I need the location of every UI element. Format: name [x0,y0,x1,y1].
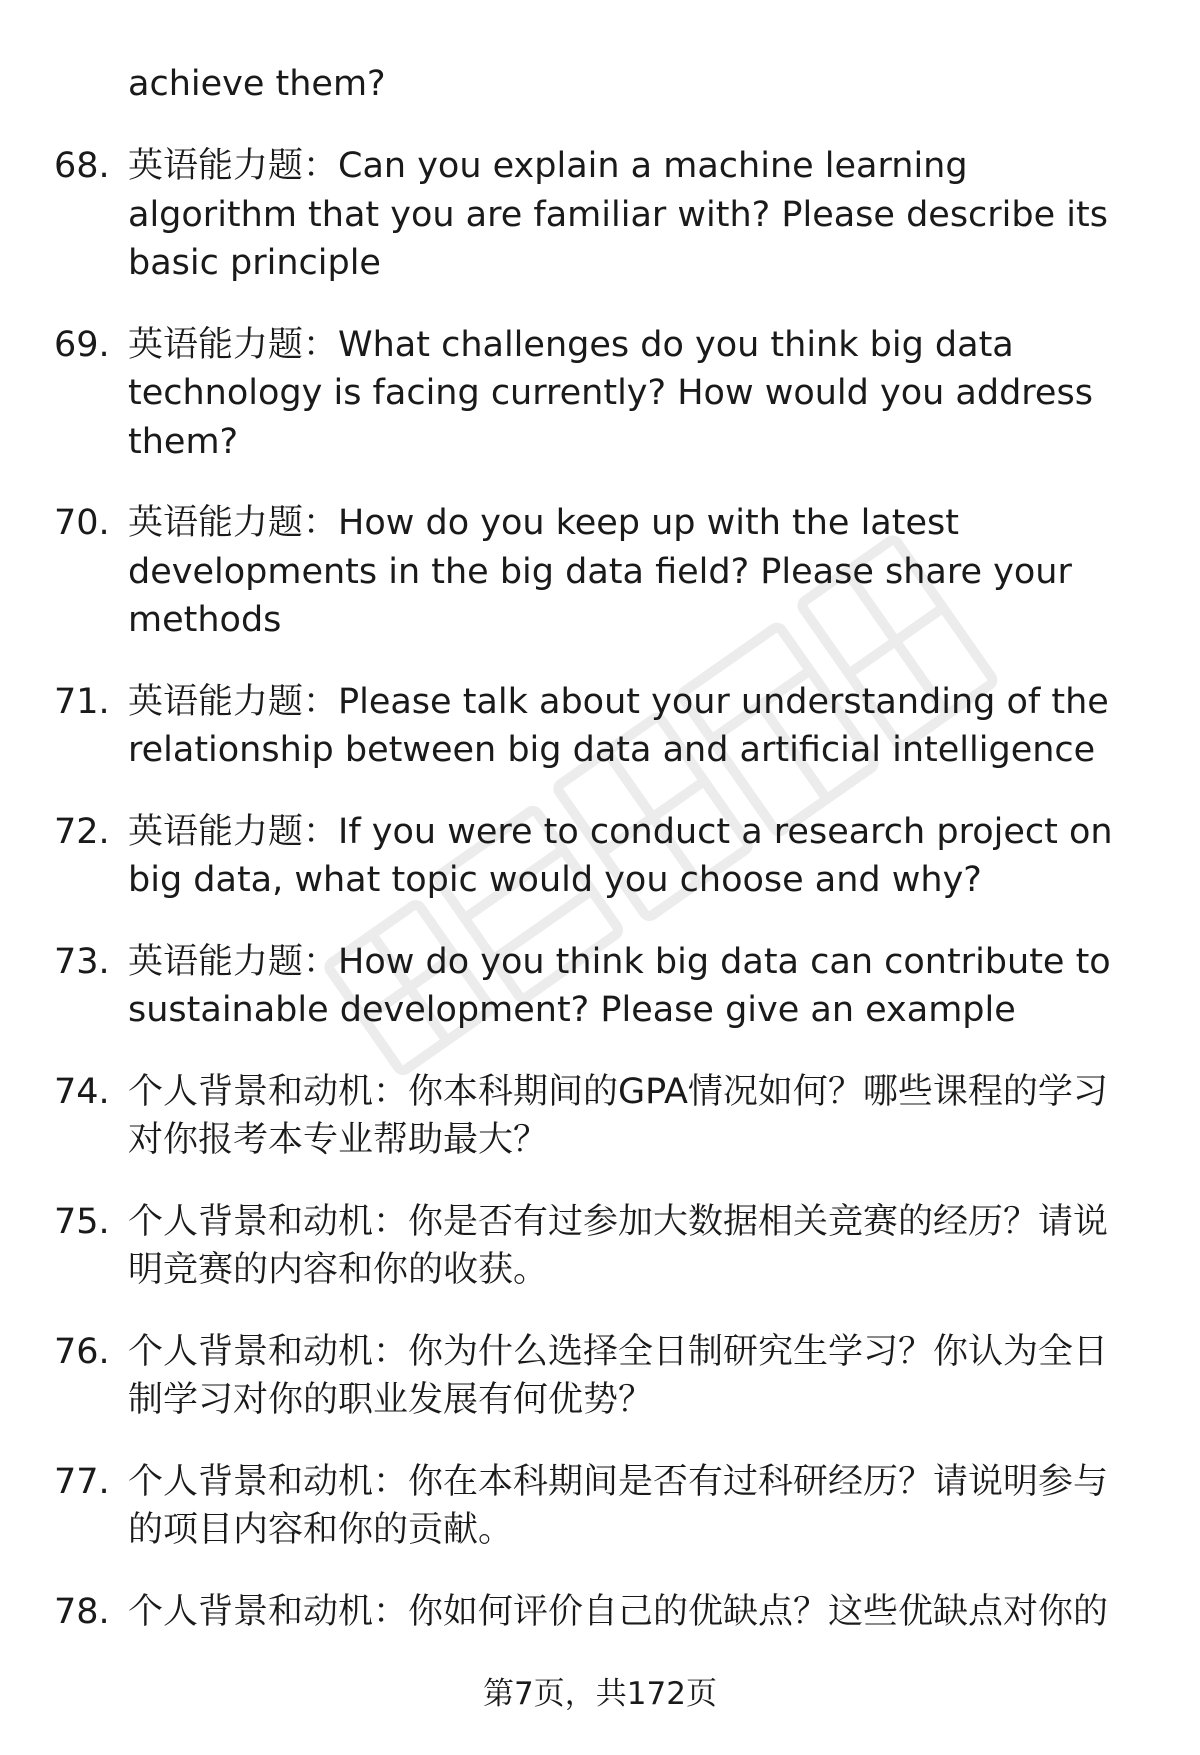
question-text: 个人背景和动机：你为什么选择全日制研究生学习？你认为全日制学习对你的职业发展有何优势？ [128,1331,1109,1420]
question-number: 74. [54,1071,110,1112]
question-number: 71. [54,681,110,722]
list-item [0,1068,1138,1165]
question-text: 英语能力题：How do you think big data can contribute to sustainable development? Please give an example [128,941,1111,1030]
page-footer: 第7页，共172页 [483,1676,717,1712]
question-text: 英语能力题：Please talk about your understanding of the relationship between big data and artificial intelligence [128,681,1109,770]
list-item [0,142,1138,288]
question-text: 英语能力题：What challenges do you think big data technology is facing currently? How would you address them? [128,324,1093,462]
continued-question-text: achieve them? [128,64,386,104]
question-number: 78. [54,1591,110,1632]
question-text: 英语能力题：How do you keep up with the latest developments in the big data field? Please share your methods [128,503,1072,640]
list-item [0,1198,1138,1295]
list-item [0,678,1138,775]
list-item [0,499,1138,645]
question-number: 73. [54,941,110,982]
list-item [0,321,1138,467]
question-text: 个人背景和动机：你在本科期间是否有过科研经历？请说明参与的项目内容和你的贡献。 [128,1461,1109,1550]
question-number: 76. [54,1331,110,1372]
question-number: 68. [54,146,110,186]
question-list [0,142,1200,1669]
question-number: 77. [54,1461,110,1502]
question-text: 个人背景和动机：你如何评价自己的优缺点？这些优缺点对你的 [128,1591,1109,1632]
question-text: 个人背景和动机：你本科期间的GPA情况如何？哪些课程的学习对你报考本专业帮助最大？ [128,1071,1108,1160]
question-text: 英语能力题：If you were to conduct a research project on big data, what topic would you choose and why? [128,811,1113,900]
list-item [0,1588,1138,1637]
list-item [0,808,1138,905]
question-text: 个人背景和动机：你是否有过参加大数据相关竞赛的经历？请说明竞赛的内容和你的收获。 [128,1201,1109,1290]
question-text: 英语能力题：Can you explain a machine learning algorithm that you are familiar with? Please describe its basic principle [128,146,1108,283]
list-item [0,938,1138,1035]
question-number: 75. [54,1201,110,1242]
question-number: 72. [54,811,110,852]
list-item [0,1458,1138,1555]
question-number: 69. [54,324,110,365]
list-item [0,1328,1138,1425]
question-number: 70. [54,503,110,543]
